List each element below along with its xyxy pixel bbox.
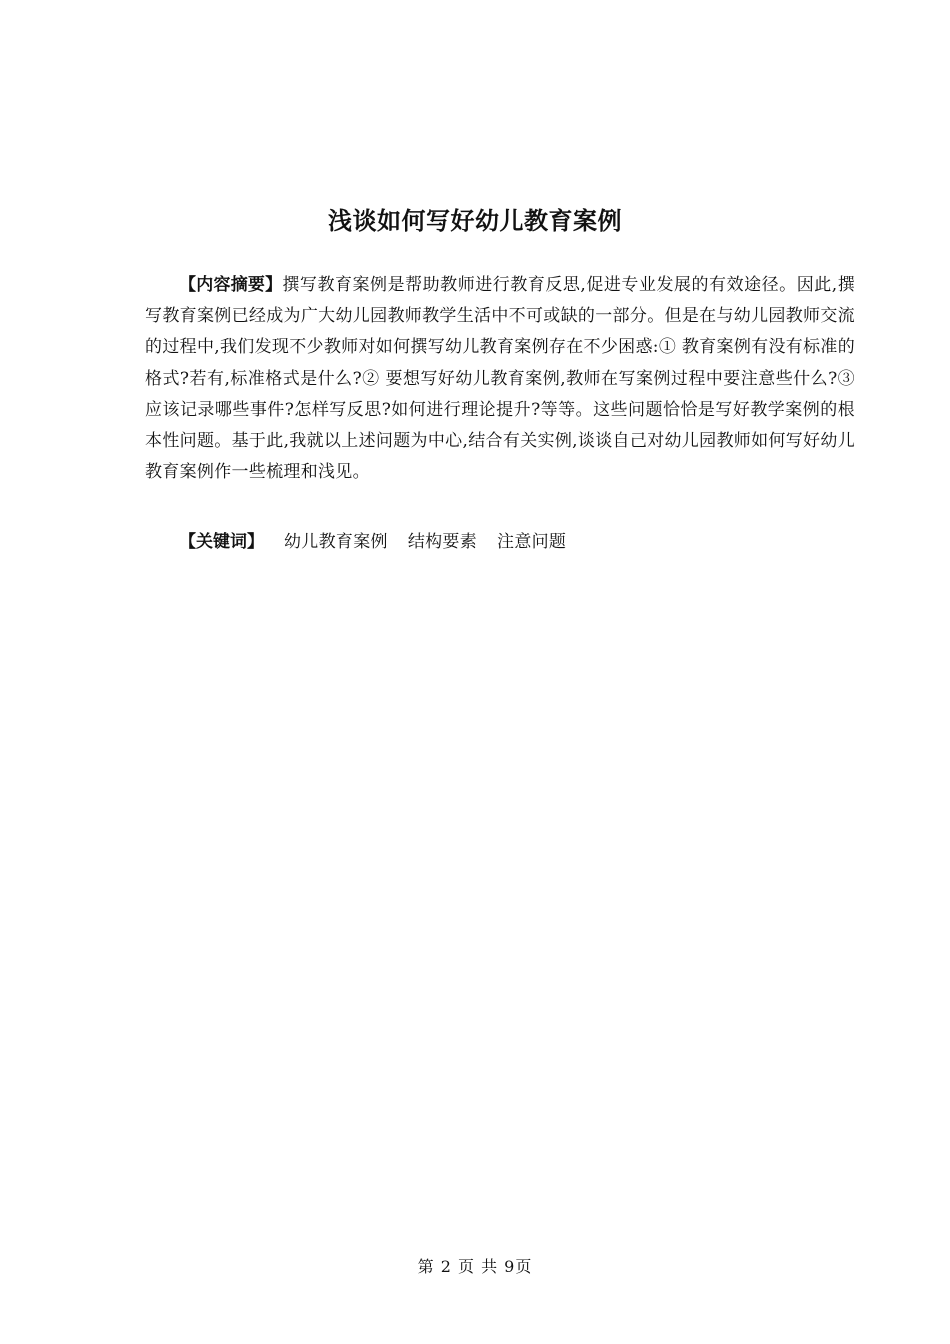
keywords-line [179, 527, 855, 558]
abstract-label: 【内容摘要】 [179, 275, 283, 295]
document-title: 浅谈如何写好幼儿教育案例 [328, 207, 622, 235]
keywords-label: 【关键词】 [179, 532, 264, 552]
keyword-item: 结构要素 [407, 532, 478, 552]
abstract-text: 撰写教育案例是帮助教师进行教育反思,促进专业发展的有效途径。因此,撰写教育案例已经成为广大幼儿园教师教学生活中不可或缺的一部分。但是在与幼儿园教师交流的过程中,我们发现不少教师对如何撰写幼儿教育案例存在不少困惑:① 教育案例有没有标准的格式?若有,标准格式是什么?② 要想写好幼儿教育案例,教师在写案例过程中要注意些什么?③ 应该记录哪些事件?怎样写反思?如何进行理论提升?等等。这些问题恰恰是写好教学案例的根本性问题。基于此,我就以上述问题为中心,结合有关实例,谈谈自己对幼儿园教师如何写好幼儿教育案例作一些梳理和浅见。 [145, 275, 855, 483]
keyword-item: 幼儿教育案例 [284, 532, 388, 552]
keyword-item: 注意问题 [497, 532, 567, 552]
page-number-footer: 第 2 页 共 9页 [417, 1257, 533, 1276]
abstract-paragraph [145, 270, 855, 488]
